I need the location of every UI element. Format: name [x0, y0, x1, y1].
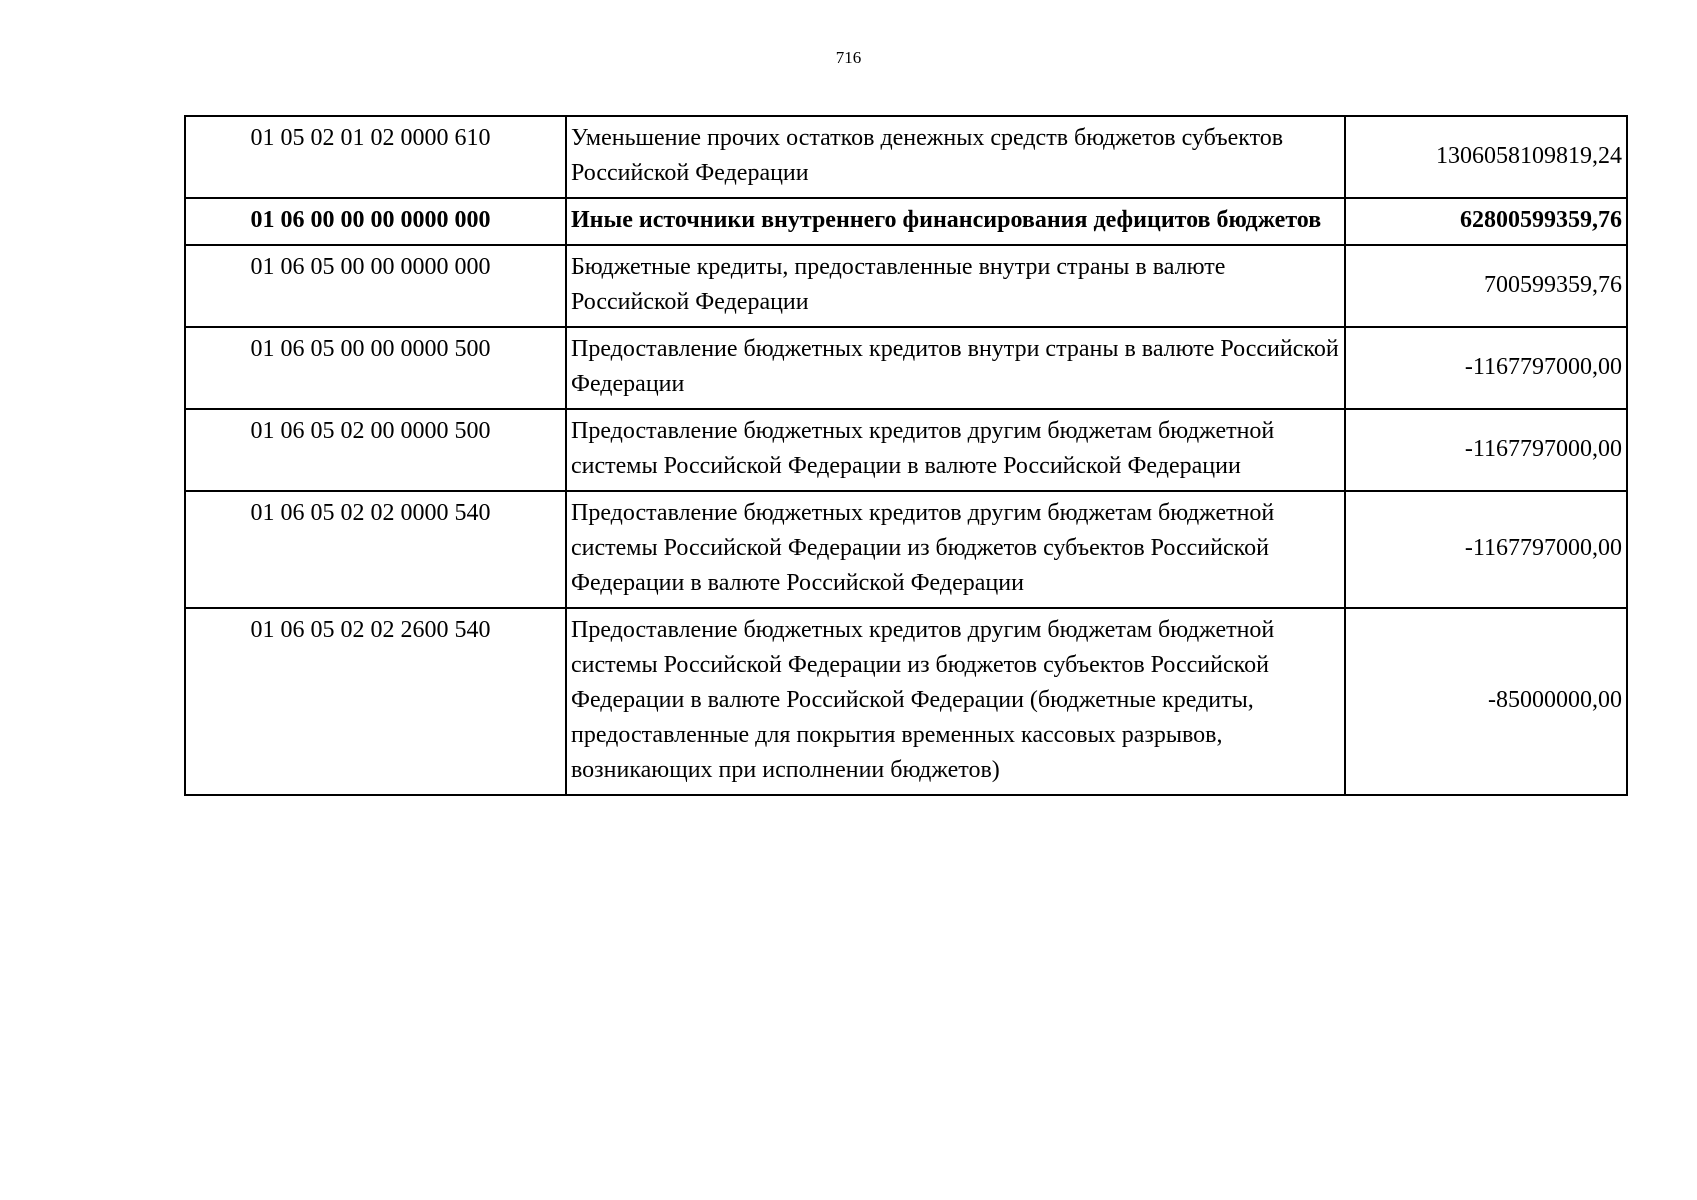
table-row: [185, 409, 1627, 491]
amount-cell: -85000000,00: [1345, 608, 1627, 795]
description-cell: Предоставление бюджетных кредитов внутри страны в валюте Российской Федерации: [566, 327, 1345, 409]
amount-cell: 62800599359,76: [1345, 198, 1627, 245]
budget-code-cell: 01 06 05 02 00 0000 500: [185, 409, 566, 491]
amount-cell: -1167797000,00: [1345, 327, 1627, 409]
budget-code-cell: 01 06 00 00 00 0000 000: [185, 198, 566, 245]
budget-code-cell: 01 06 05 00 00 0000 500: [185, 327, 566, 409]
budget-code-cell: 01 06 05 02 02 0000 540: [185, 491, 566, 608]
budget-sources-table: [184, 115, 1628, 796]
table-row: [185, 327, 1627, 409]
amount-cell: 1306058109819,24: [1345, 116, 1627, 198]
description-cell: Иные источники внутреннего финансирования дефицитов бюджетов: [566, 198, 1345, 245]
table-row: [185, 491, 1627, 608]
description-cell: Предоставление бюджетных кредитов другим бюджетам бюджетной системы Российской Федерации в валюте Российской Федерации: [566, 409, 1345, 491]
description-cell: Предоставление бюджетных кредитов другим бюджетам бюджетной системы Российской Федерации из бюджетов субъектов Российской Федерации в валюте Российской Федерации: [566, 491, 1345, 608]
budget-code-cell: 01 06 05 02 02 2600 540: [185, 608, 566, 795]
table-row: [185, 608, 1627, 795]
description-cell: Бюджетные кредиты, предоставленные внутри страны в валюте Российской Федерации: [566, 245, 1345, 327]
table-row: [185, 116, 1627, 198]
budget-code-cell: 01 06 05 00 00 0000 000: [185, 245, 566, 327]
description-cell: Предоставление бюджетных кредитов другим бюджетам бюджетной системы Российской Федерации из бюджетов субъектов Российской Федерации в валюте Российской Федерации (бюджетные кредиты, предоставленные для покрытия временных кассовых разрывов, возникающих при исполнении бюджетов): [566, 608, 1345, 795]
amount-cell: -1167797000,00: [1345, 491, 1627, 608]
amount-cell: -1167797000,00: [1345, 409, 1627, 491]
amount-cell: 700599359,76: [1345, 245, 1627, 327]
table-row: [185, 245, 1627, 327]
budget-code-cell: 01 05 02 01 02 0000 610: [185, 116, 566, 198]
description-cell: Уменьшение прочих остатков денежных средств бюджетов субъектов Российской Федерации: [566, 116, 1345, 198]
table-row-section-header: [185, 198, 1627, 245]
page-number: 716: [835, 48, 862, 67]
